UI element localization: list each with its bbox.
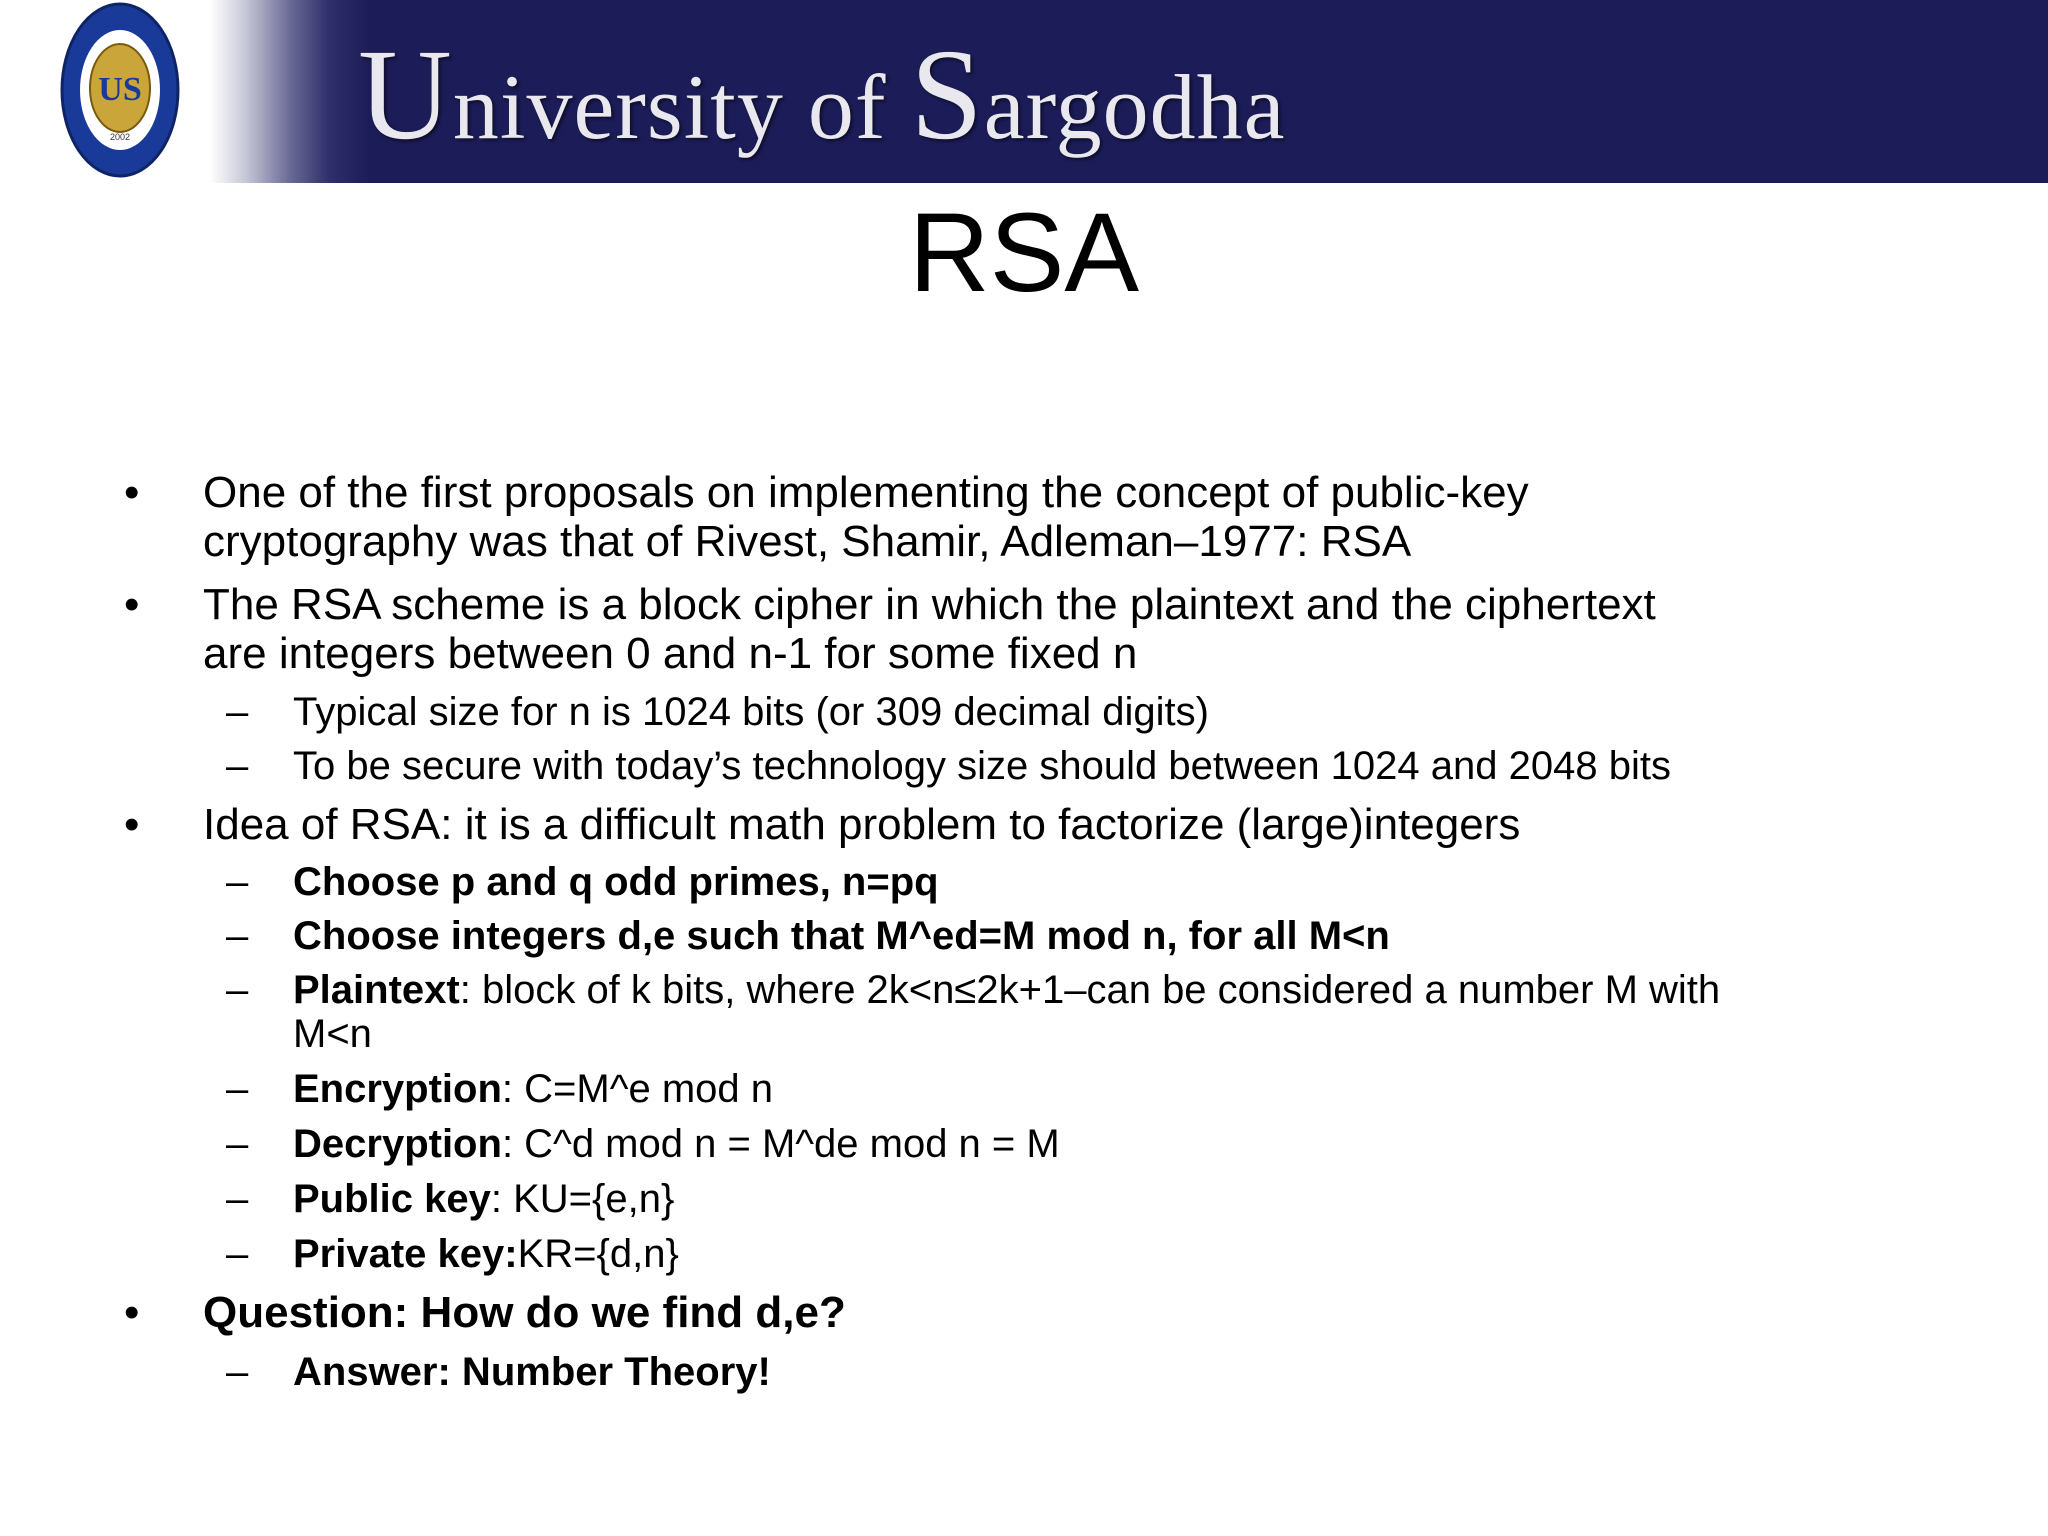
plaintext-text: : block of k bits, where 2k<n≤2k+1–can be considered a number M with	[459, 968, 1721, 1012]
dash-marker: –	[226, 860, 249, 904]
logo-year: 2002	[109, 132, 131, 142]
dash-marker: –	[226, 1067, 249, 1111]
public-key-label: Public key	[293, 1177, 491, 1221]
bullet-1-line-2: cryptography was that of Rivest, Shamir, Adleman–1977: RSA	[203, 517, 1412, 566]
bullet-4-line: Question: How do we find d,e?	[203, 1288, 846, 1337]
bullet-3-sub-3	[293, 968, 1720, 1012]
encryption-label: Encryption	[293, 1067, 502, 1111]
plaintext-label: Plaintext	[293, 968, 460, 1012]
bullet-2-sub-2: To be secure with today’s technology size should between 1024 and 2048 bits	[293, 744, 1671, 788]
logo-monogram: US	[98, 71, 142, 108]
university-name	[358, 20, 1285, 170]
bullet-2-line-1: The RSA scheme is a block cipher in which the plaintext and the ciphertext	[203, 580, 1656, 629]
brand-part-2: argodha	[983, 56, 1286, 158]
bullet-3-line: Idea of RSA: it is a difficult math problem to factorize (large)integers	[203, 800, 1521, 849]
header-banner	[0, 0, 2048, 183]
bullet-marker: •	[124, 800, 140, 849]
public-key-text: : KU={e,n}	[490, 1177, 675, 1221]
dash-marker: –	[226, 1232, 249, 1276]
decryption-label: Decryption	[293, 1122, 502, 1166]
dash-marker: –	[226, 914, 249, 958]
dash-marker: –	[226, 1177, 249, 1221]
brand-initial-u: U	[358, 23, 453, 167]
bullet-marker: •	[124, 580, 140, 629]
brand-initial-s: S	[910, 23, 984, 167]
bullet-3-sub-6	[293, 1177, 674, 1221]
bullet-1-line-1: One of the first proposals on implementing the concept of public-key	[203, 468, 1529, 517]
dash-marker: –	[226, 1350, 249, 1394]
bullet-3-sub-5	[293, 1122, 1060, 1166]
university-seal-logo	[60, 0, 180, 180]
bullet-3-sub-2: Choose integers d,e such that M^ed=M mod n, for all M<n	[293, 914, 1390, 958]
bullet-3-sub-3-line-2: M<n	[293, 1012, 372, 1056]
private-key-label: Private key:	[293, 1232, 518, 1276]
slide-title: RSA	[908, 190, 1140, 315]
bullet-marker: •	[124, 468, 140, 517]
brand-part-1: niversity of	[452, 56, 911, 158]
decryption-text: : C^d mod n = M^de mod n = M	[501, 1122, 1060, 1166]
bullet-3-sub-7	[293, 1232, 679, 1276]
bullet-marker: •	[124, 1288, 140, 1337]
private-key-text: KR={d,n}	[517, 1232, 679, 1276]
bullet-4-sub-1: Answer: Number Theory!	[293, 1350, 771, 1394]
dash-marker: –	[226, 690, 249, 734]
bullet-2-line-2: are integers between 0 and n-1 for some fixed n	[203, 629, 1138, 678]
encryption-text: : C=M^e mod n	[501, 1067, 773, 1111]
bullet-2-sub-1: Typical size for n is 1024 bits (or 309 decimal digits)	[293, 690, 1209, 734]
dash-marker: –	[226, 744, 249, 788]
bullet-3-sub-1: Choose p and q odd primes, n=pq	[293, 860, 939, 904]
dash-marker: –	[226, 968, 249, 1012]
dash-marker: –	[226, 1122, 249, 1166]
bullet-3-sub-4	[293, 1067, 773, 1111]
